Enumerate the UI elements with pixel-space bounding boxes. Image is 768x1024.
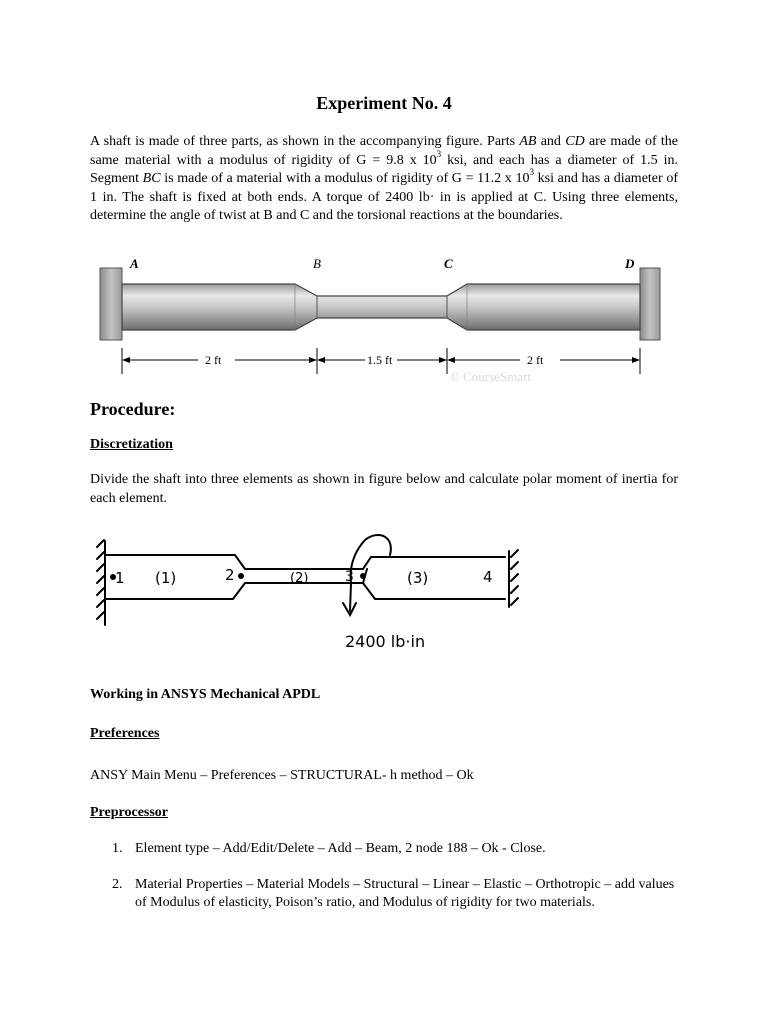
problem-statement (90, 133, 678, 226)
node-1: 1 (115, 569, 125, 587)
procedure-heading: Procedure: (90, 399, 176, 419)
label-d: D (625, 256, 635, 271)
intro-ab: AB (519, 134, 537, 149)
shaft-body (122, 284, 640, 330)
node-2: 2 (225, 566, 235, 584)
intro-exponent-1: 3 (436, 148, 442, 159)
intro-text-2: are made of the same material with a modulus of rigidity of G = 9.8 x 10 (90, 134, 678, 168)
element-1: (1) (155, 569, 177, 587)
dim-bc: 1.5 ft (367, 353, 393, 367)
intro-bc: BC (142, 171, 161, 186)
intro-text-5: ksi and has a diameter of 1 in. The shaft is fixed at both ends. A torque of 2400 lb· in is applied at C. Using three elements, determine the angle of twist at B and C and the torsional reactions at the boundaries. (90, 171, 679, 223)
intro-text-4: is made of a material with a modulus of rigidity of G = 11.2 x 10 (160, 171, 530, 186)
right-wall (640, 268, 660, 340)
preferences-text: ANSY Main Menu – Preferences – STRUCTURAL- h method – Ok (90, 768, 474, 783)
step-text: Element type – Add/Edit/Delete – Add – Beam, 2 node 188 – Ok - Close. (135, 841, 546, 856)
discretization-heading: Discretization (90, 437, 173, 452)
page-title: Experiment No. 4 (316, 93, 452, 113)
element-sketch (95, 525, 535, 655)
intro-and: and (536, 134, 566, 149)
watermark: © CourseSmart (450, 369, 532, 384)
dim-ab: 2 ft (205, 353, 222, 367)
preprocessor-steps (90, 840, 680, 930)
list-item (90, 876, 680, 912)
intro-exponent-2: 3 (529, 167, 534, 178)
node-3: 3 (345, 569, 354, 585)
ansys-heading: Working in ANSYS Mechanical APDL (90, 687, 321, 702)
preprocessor-heading: Preprocessor (90, 805, 169, 820)
label-c: C (444, 256, 453, 271)
step-number: 1. (112, 841, 123, 856)
intro-text-3: ksi, and each has a diameter of 1.5 in. Segment (90, 152, 679, 186)
element-2: (2) (290, 571, 309, 586)
preferences-heading: Preferences (90, 726, 160, 741)
discretization-text: Divide the shaft into three elements as shown in figure below and calculate polar moment of inertia for each element. (90, 472, 678, 506)
dim-cd: 2 ft (527, 353, 544, 367)
intro-text-1: A shaft is made of three parts, as shown in the accompanying figure. Parts (90, 134, 520, 149)
step-text: Material Properties – Material Models – Structural – Linear – Elastic – Orthotropic – add values of Modulus of elasticity, Poison’s ratio, and Modulus of rigidity for two materials. (135, 877, 675, 910)
step-number: 2. (112, 877, 123, 892)
torque-label: 2400 lb·in (345, 632, 426, 651)
element-3: (3) (407, 569, 429, 587)
list-item (90, 840, 680, 858)
label-b: B (313, 256, 321, 271)
node-4: 4 (483, 568, 493, 586)
intro-cd: CD (565, 134, 585, 149)
label-a: A (130, 256, 139, 271)
shaft-figure (95, 250, 665, 390)
left-wall (100, 268, 122, 340)
